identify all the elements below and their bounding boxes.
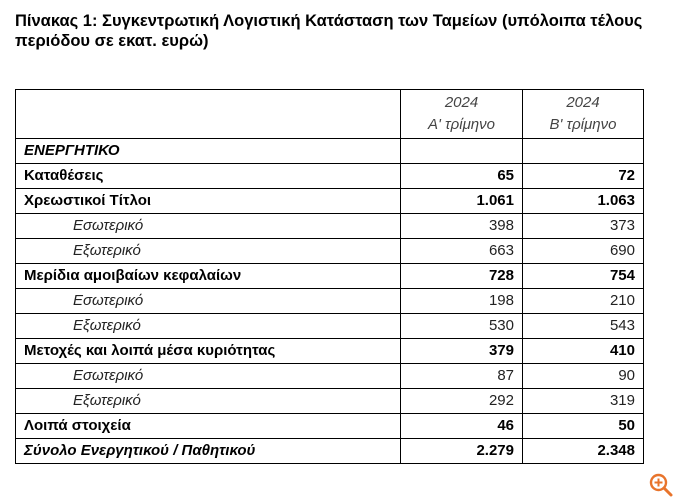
- total-label: Σύνολο Ενεργητικού / Παθητικού: [16, 439, 401, 464]
- row-q1-value: 398: [401, 214, 523, 239]
- header-q1-quarter: Α' τρίμηνο: [428, 116, 495, 133]
- row-label: Εξωτερικό: [16, 314, 401, 339]
- table-row: [16, 389, 644, 414]
- table-title: Πίνακας 1: Συγκεντρωτική Λογιστική Κατάσταση των Ταμείων (υπόλοιπα τέλους περιόδου σε εκατ. ευρώ): [15, 12, 643, 50]
- row-q1-value: 46: [401, 414, 523, 439]
- row-q1-value: 379: [401, 339, 523, 364]
- row-label: Μερίδια αμοιβαίων κεφαλαίων: [16, 264, 401, 289]
- header-q2-year: 2024: [566, 94, 600, 111]
- header-row: [16, 90, 644, 139]
- row-q1-value: 87: [401, 364, 523, 389]
- header-q2-quarter: Β' τρίμηνο: [549, 116, 617, 133]
- table-row: [16, 289, 644, 314]
- row-label: Εξωτερικό: [16, 239, 401, 264]
- section-row-assets: [16, 139, 644, 164]
- table-row: [16, 339, 644, 364]
- table-row: [16, 264, 644, 289]
- row-q2-value: 690: [523, 239, 644, 264]
- table-row: [16, 414, 644, 439]
- row-q2-value: 754: [523, 264, 644, 289]
- row-label: Εξωτερικό: [16, 389, 401, 414]
- header-q1: [401, 90, 523, 139]
- table-row: [16, 364, 644, 389]
- row-q2-value: 373: [523, 214, 644, 239]
- table-row: [16, 214, 644, 239]
- row-label: Εσωτερικό: [16, 364, 401, 389]
- row-q2-value: 1.063: [523, 189, 644, 214]
- row-q2-value: 319: [523, 389, 644, 414]
- row-q1-value: 198: [401, 289, 523, 314]
- row-q2-value: 72: [523, 164, 644, 189]
- total-q1-value: 2.279: [401, 439, 523, 464]
- row-q2-value: 90: [523, 364, 644, 389]
- table-row: [16, 239, 644, 264]
- total-row: [16, 439, 644, 464]
- row-q2-value: 410: [523, 339, 644, 364]
- row-q1-value: 1.061: [401, 189, 523, 214]
- row-label: Καταθέσεις: [16, 164, 401, 189]
- row-label: Εσωτερικό: [16, 214, 401, 239]
- header-q1-year: 2024: [444, 94, 479, 111]
- row-q1-value: 65: [401, 164, 523, 189]
- row-q2-value: 50: [523, 414, 644, 439]
- table-row: [16, 189, 644, 214]
- row-q2-value: 210: [523, 289, 644, 314]
- row-label: Μετοχές και λοιπά μέσα κυριότητας: [16, 339, 401, 364]
- row-label: Λοιπά στοιχεία: [16, 414, 401, 439]
- row-q1-value: 728: [401, 264, 523, 289]
- section-q2-empty: [523, 139, 644, 164]
- row-q1-value: 530: [401, 314, 523, 339]
- total-q2-value: 2.348: [523, 439, 644, 464]
- funds-balance-table: [15, 89, 644, 464]
- row-q1-value: 292: [401, 389, 523, 414]
- row-q1-value: 663: [401, 239, 523, 264]
- table-row: [16, 164, 644, 189]
- header-label-cell: [16, 90, 401, 139]
- header-q2: [523, 90, 644, 139]
- row-label: Εσωτερικό: [16, 289, 401, 314]
- zoom-in-icon[interactable]: [648, 472, 674, 498]
- section-label: ΕΝΕΡΓΗΤΙΚΟ: [16, 139, 401, 164]
- table-row: [16, 314, 644, 339]
- row-label: Χρεωστικοί Τίτλοι: [16, 189, 401, 214]
- row-q2-value: 543: [523, 314, 644, 339]
- section-q1-empty: [401, 139, 523, 164]
